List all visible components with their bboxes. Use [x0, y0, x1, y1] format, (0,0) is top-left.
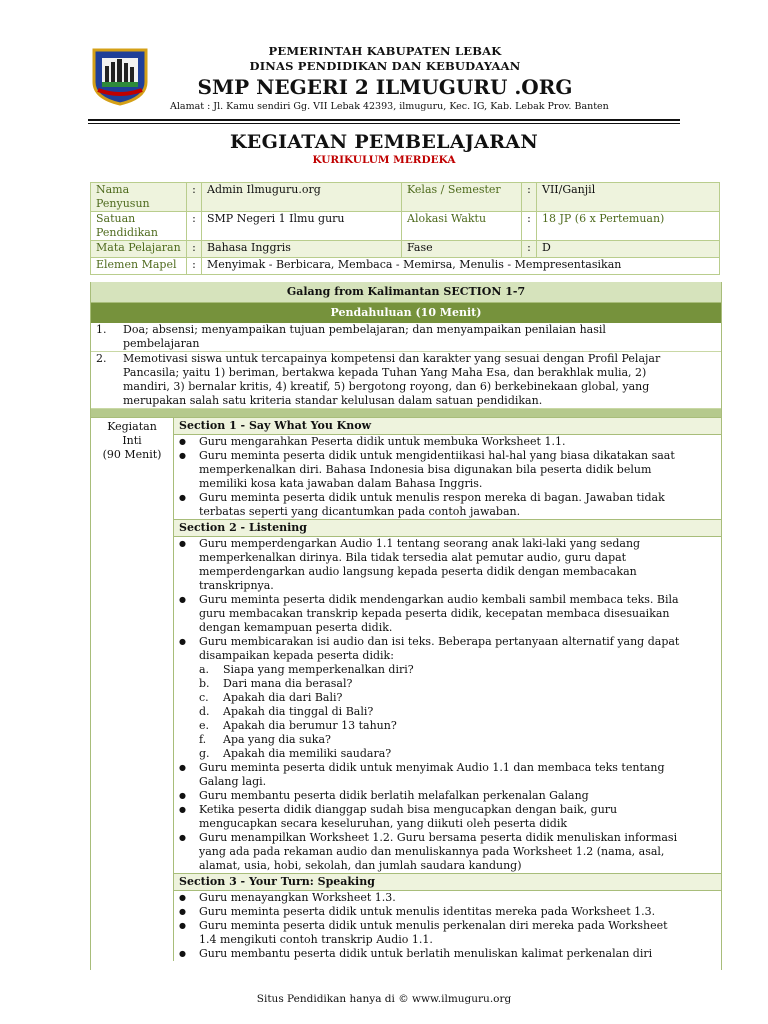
text-line: alamat, usia, hobi, sekolah, dan jumlah saudara kandung): [199, 859, 522, 872]
bullet-text: [199, 891, 715, 905]
bullet-dot: ●: [179, 949, 186, 958]
text-line: Guru membantu peserta didik berlatih melafalkan perkenalan Galang: [199, 789, 589, 802]
bullet-item: [174, 947, 721, 961]
bullet-text: [199, 947, 715, 961]
bullet-dot: ●: [179, 805, 186, 814]
bullet-dot: ●: [179, 637, 186, 646]
text-line: Pancasila; yaitu 1) beriman, bertakwa kepada Tuhan Yang Maha Esa, dan berakhlak mulia, 2): [123, 366, 647, 379]
bullet-item: [174, 905, 721, 919]
text-line: Guru meminta peserta didik untuk menyimak Audio 1.1 dan membaca teks tentang: [199, 761, 665, 774]
info-label-line: Satuan: [96, 212, 136, 225]
question-key: d.: [199, 705, 210, 718]
question-text: Apa yang dia suka?: [223, 733, 331, 746]
header-rule-thin: [88, 123, 680, 124]
footer-text: Situs Pendidikan hanya di © www.ilmuguru.org: [256, 993, 512, 1005]
school-logo: [88, 46, 152, 106]
bullet-dot: ●: [179, 833, 186, 842]
question-item: [174, 691, 721, 705]
bullet-dot: ●: [179, 595, 186, 604]
core-activity: [91, 418, 721, 961]
bullet-item: [174, 537, 721, 593]
core-label: [91, 418, 174, 961]
bullet-text: [199, 761, 715, 789]
item-text: [123, 323, 716, 351]
info-colon: :: [187, 183, 202, 212]
question-text: Siapa yang memperkenalkan diri?: [223, 663, 414, 676]
text-line: Doa; absensi; menyampaikan tujuan pembelajaran; dan menyampaikan penilaian hasil: [123, 323, 606, 336]
question-item: [174, 747, 721, 761]
bullet-text: [199, 919, 715, 947]
bullet-item: [174, 789, 721, 803]
bullet-dot: ●: [179, 893, 186, 902]
info-row: [91, 241, 720, 258]
letterhead: [170, 44, 609, 113]
intro-item: [91, 352, 721, 409]
question-text: Apakah dia berumur 13 tahun?: [223, 719, 397, 732]
question-key: g.: [199, 747, 210, 760]
info-label: Fase: [402, 241, 522, 258]
lesson-table: [90, 282, 722, 970]
text-line: Guru membantu peserta didik untuk berlatih menuliskan kalimat perkenalan diri: [199, 947, 653, 960]
bullet-text: [199, 537, 715, 593]
section-1-list: [174, 435, 721, 519]
text-line: merupakan salah satu kriteria standar kelulusan dalam satuan pendidikan.: [123, 394, 543, 407]
info-label: Mata Pelajaran: [91, 241, 187, 258]
section-2-list-b: [174, 761, 721, 873]
info-value: 18 JP (6 x Pertemuan): [537, 212, 720, 241]
question-key: b.: [199, 677, 210, 690]
bullet-item: [174, 435, 721, 449]
info-label: [91, 212, 187, 241]
bullet-dot: ●: [179, 907, 186, 916]
lesson-title: Galang from Kalimantan SECTION 1-7: [91, 282, 721, 303]
question-key: a.: [199, 663, 210, 676]
text-line: Guru mengarahkan Peserta didik untuk membuka Worksheet 1.1.: [199, 435, 566, 448]
bullet-text: [199, 635, 715, 663]
text-line: Guru meminta peserta didik mendengarkan audio kembali sambil membaca teks. Bila: [199, 593, 679, 606]
info-colon: :: [522, 183, 537, 212]
info-value: Admin Ilmuguru.org: [202, 183, 402, 212]
text-line: Ketika peserta didik dianggap sudah bisa mengucapkan dengan baik, guru: [199, 803, 618, 816]
header-rule-thick: [88, 119, 680, 121]
text-line: dengan kemampuan peserta didik.: [199, 621, 393, 634]
question-key: e.: [199, 719, 210, 732]
question-key: c.: [199, 691, 209, 704]
bullet-item: [174, 593, 721, 635]
info-label: Alokasi Waktu: [402, 212, 522, 241]
bullet-text: [199, 803, 715, 831]
core-label-line: Kegiatan: [107, 420, 157, 433]
bullet-text: [199, 491, 715, 519]
bullet-item: [174, 919, 721, 947]
bullet-dot: ●: [179, 437, 186, 446]
bullet-dot: ●: [179, 493, 186, 502]
section-3-list: [174, 891, 721, 961]
text-line: Guru menayangkan Worksheet 1.3.: [199, 891, 396, 904]
question-item: [174, 733, 721, 747]
info-value: Bahasa Inggris: [202, 241, 402, 258]
text-line: memiliki kosa kata jawaban dalam Bahasa Inggris.: [199, 477, 483, 490]
department-line: DINAS PENDIDIKAN DAN KEBUDAYAAN: [249, 59, 521, 73]
info-colon: :: [187, 258, 202, 275]
info-label: Kelas / Semester: [402, 183, 522, 212]
text-line: mandiri, 3) bernalar kritis, 4) kreatif, 5) bergotong royong, dan 6) berkebinekaan global, yang: [123, 380, 650, 393]
bullet-text: [199, 449, 715, 491]
identity-table: [90, 182, 720, 275]
text-line: mengucapkan secara keseluruhan, yang diikuti oleh peserta didik: [199, 817, 568, 830]
question-text: Apakah dia tinggal di Bali?: [223, 705, 374, 718]
info-value: Menyimak - Berbicara, Membaca - Memirsa, Menulis - Mempresentasikan: [202, 258, 720, 275]
info-value: VII/Ganjil: [537, 183, 720, 212]
text-line: Galang lagi.: [199, 775, 267, 788]
question-item: [174, 719, 721, 733]
info-row: [91, 183, 720, 212]
text-line: Memotivasi siswa untuk tercapainya kompetensi dan karakter yang sesuai dengan Profil Pelajar: [123, 352, 661, 365]
text-line: transkripnya.: [199, 579, 274, 592]
bullet-dot: ●: [179, 921, 186, 930]
question-text: Dari mana dia berasal?: [223, 677, 353, 690]
core-label-line: (90 Menit): [102, 448, 162, 461]
info-colon: :: [187, 241, 202, 258]
text-line: Guru membicarakan isi audio dan isi teks. Beberapa pertanyaan alternatif yang dapat: [199, 635, 680, 648]
info-label: Elemen Mapel: [91, 258, 187, 275]
info-row: [91, 212, 720, 241]
school-name: SMP NEGERI 2 ILMUGURU .ORG: [197, 75, 573, 99]
text-line: disampaikan kepada peserta didik:: [199, 649, 394, 662]
info-colon: :: [187, 212, 202, 241]
info-label: Nama Penyusun: [91, 183, 187, 212]
text-line: memperkenalkan dirinya. Bila tidak tersedia alat pemutar audio, guru dapat: [199, 551, 627, 564]
text-line: Guru meminta peserta didik untuk menulis identitas mereka pada Worksheet 1.3.: [199, 905, 656, 918]
section-2-list-a: [174, 537, 721, 663]
bullet-text: [199, 789, 715, 803]
info-value: SMP Negeri 1 Ilmu guru: [202, 212, 402, 241]
section-divider: [91, 409, 721, 418]
info-colon: :: [522, 241, 537, 258]
info-row: [91, 258, 720, 275]
page-title: KEGIATAN PEMBELAJARAN: [229, 131, 538, 153]
core-label-line: Inti: [122, 434, 142, 447]
bullet-text: [199, 593, 715, 635]
section-2-title: Section 2 - Listening: [174, 519, 721, 537]
text-line: guru membacakan transkrip kepada peserta didik, kecepatan membaca disesuaikan: [199, 607, 670, 620]
bullet-item: [174, 449, 721, 491]
page-subtitle: KURIKULUM MERDEKA: [312, 154, 456, 166]
section-3-title: Section 3 - Your Turn: Speaking: [174, 873, 721, 891]
item-text: [123, 352, 716, 408]
section-1-title: Section 1 - Say What You Know: [174, 418, 721, 435]
bullet-text: [199, 831, 715, 873]
gov-line: PEMERINTAH KABUPATEN LEBAK: [268, 44, 502, 58]
info-value: D: [537, 241, 720, 258]
text-line: Guru memperdengarkan Audio 1.1 tentang seorang anak laki-laki yang sedang: [199, 537, 641, 550]
bullet-item: [174, 491, 721, 519]
question-list: [174, 663, 721, 761]
text-line: terbatas seperti yang dicantumkan pada contoh jawaban.: [199, 505, 521, 518]
core-content: [174, 418, 721, 961]
intro-header: Pendahuluan (10 Menit): [91, 303, 721, 323]
bullet-dot: ●: [179, 763, 186, 772]
bullet-item: [174, 803, 721, 831]
info-label-line: Pendidikan: [96, 226, 158, 239]
bullet-item: [174, 831, 721, 873]
bullet-dot: ●: [179, 451, 186, 460]
text-line: Guru meminta peserta didik untuk menulis perkenalan diri mereka pada Worksheet: [199, 919, 668, 932]
intro-item: [91, 323, 721, 352]
text-line: memperdengarkan audio langsung kepada peserta didik dengan membacakan: [199, 565, 637, 578]
info-colon: :: [522, 212, 537, 241]
item-number: 2.: [96, 352, 107, 365]
bullet-dot: ●: [179, 791, 186, 800]
bullet-item: [174, 891, 721, 905]
question-item: [174, 705, 721, 719]
text-line: Guru meminta peserta didik untuk menulis respon mereka di bagan. Jawaban tidak: [199, 491, 665, 504]
question-text: Apakah dia memiliki saudara?: [223, 747, 392, 760]
item-number: 1.: [96, 323, 107, 336]
bullet-text: [199, 905, 715, 919]
text-line: yang ada pada rekaman audio dan menuliskannya pada Worksheet 1.2 (nama, asal,: [199, 845, 665, 858]
text-line: Guru menampilkan Worksheet 1.2. Guru bersama peserta didik menuliskan informasi: [199, 831, 678, 844]
text-line: pembelajaran: [123, 337, 200, 350]
bullet-item: [174, 761, 721, 789]
bullet-item: [174, 635, 721, 663]
text-line: 1.4 mengikuti contoh transkrip Audio 1.1.: [199, 933, 433, 946]
bullet-dot: ●: [179, 539, 186, 548]
question-item: [174, 677, 721, 691]
question-item: [174, 663, 721, 677]
question-key: f.: [199, 733, 207, 746]
question-text: Apakah dia dari Bali?: [223, 691, 343, 704]
text-line: Guru meminta peserta didik untuk mengidentiikasi hal-hal yang biasa dikatakan saat: [199, 449, 675, 462]
bullet-text: [199, 435, 715, 449]
school-address: Alamat : Jl. Kamu sendiri Gg. VII Lebak 42393, ilmuguru, Kec. IG, Kab. Lebak Prov. Banten: [170, 101, 609, 112]
text-line: memperkenalkan diri. Bahasa Indonesia bisa digunakan bila peserta didik belum: [199, 463, 652, 476]
